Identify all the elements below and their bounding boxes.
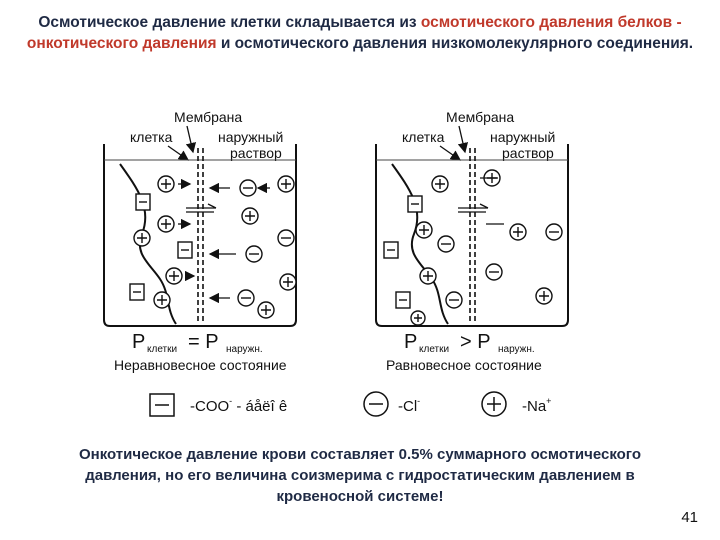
left-pressure-op: = P bbox=[188, 331, 219, 353]
right-pressure-op: > P bbox=[460, 331, 491, 353]
chloride-minus-icon bbox=[364, 392, 388, 416]
protein-minus-icon bbox=[408, 196, 422, 212]
right-cell-label: клетка bbox=[402, 129, 445, 145]
left-ions bbox=[130, 176, 296, 318]
plus-icon bbox=[166, 268, 182, 284]
plus-icon bbox=[258, 302, 274, 318]
left-membrane-label: Мембрана bbox=[174, 109, 243, 125]
title-part-1: Осмотическое давление клетки складывается из bbox=[38, 14, 421, 31]
left-pressure-sub-2: наружн. bbox=[226, 344, 263, 355]
chloride-minus-icon bbox=[238, 290, 254, 306]
right-membrane-label: Мембрана bbox=[446, 109, 515, 125]
left-pressure-sub-1: клетки bbox=[147, 344, 178, 355]
plus-icon bbox=[154, 292, 170, 308]
left-state-label: Неравновесное состояние bbox=[114, 357, 287, 373]
slide-title bbox=[20, 12, 700, 54]
plus-icon bbox=[134, 230, 150, 246]
protein-minus-icon bbox=[396, 292, 410, 308]
legend-chloride-label: -Cl- bbox=[398, 396, 421, 415]
protein-minus-icon bbox=[150, 394, 174, 416]
plus-icon bbox=[158, 176, 174, 192]
plus-icon bbox=[432, 176, 448, 192]
right-pressure-p: P bbox=[404, 331, 418, 353]
right-pressure-sub-2: наружн. bbox=[498, 344, 535, 355]
legend-protein-label: -COO- - áåëî ê bbox=[190, 396, 288, 415]
right-panel bbox=[376, 109, 568, 373]
page-number: 41 bbox=[681, 509, 698, 526]
chloride-minus-icon bbox=[446, 292, 462, 308]
plus-icon bbox=[420, 268, 436, 284]
left-outer-label-1: наружный bbox=[218, 129, 284, 145]
chloride-minus-icon bbox=[438, 236, 454, 252]
right-outer-label-1: наружный bbox=[490, 129, 556, 145]
title-accent: осмотического давления белков - онкотического давления bbox=[26, 14, 682, 52]
chloride-minus-icon bbox=[240, 180, 256, 196]
plus-icon bbox=[411, 311, 425, 325]
plus-icon bbox=[278, 176, 294, 192]
plus-icon bbox=[482, 392, 506, 416]
plus-icon bbox=[536, 288, 552, 304]
chloride-minus-icon bbox=[246, 246, 262, 262]
legend bbox=[150, 392, 551, 416]
plus-icon bbox=[158, 216, 174, 232]
left-outer-label-2: раствор bbox=[230, 145, 282, 161]
protein-minus-icon bbox=[384, 242, 398, 258]
chloride-minus-icon bbox=[278, 230, 294, 246]
left-cell-label: клетка bbox=[130, 129, 173, 145]
right-state-label: Равновесное состояние bbox=[386, 357, 542, 373]
protein-minus-icon bbox=[178, 242, 192, 258]
footer-note: Онкотическое давление крови составляет 0.5% суммарного осмотического давления, но его величина соизмерима с гидростатическим давлением в кровеносной системе! bbox=[78, 446, 642, 505]
legend-sodium-label: -Na+ bbox=[522, 396, 552, 415]
plus-icon bbox=[242, 208, 258, 224]
right-pressure-sub-1: клетки bbox=[419, 344, 450, 355]
left-panel bbox=[104, 109, 296, 373]
plus-icon bbox=[510, 224, 526, 240]
title-part-2: и осмотического давления низкомолекулярного соединения. bbox=[216, 35, 694, 52]
protein-minus-icon bbox=[130, 284, 144, 300]
left-pressure-p: P bbox=[132, 331, 146, 353]
chloride-minus-icon bbox=[486, 264, 502, 280]
osmosis-diagram bbox=[90, 104, 610, 434]
plus-icon bbox=[280, 274, 296, 290]
protein-minus-icon bbox=[136, 194, 150, 210]
right-outer-label-2: раствор bbox=[502, 145, 554, 161]
chloride-minus-icon bbox=[546, 224, 562, 240]
plus-icon bbox=[416, 222, 432, 238]
